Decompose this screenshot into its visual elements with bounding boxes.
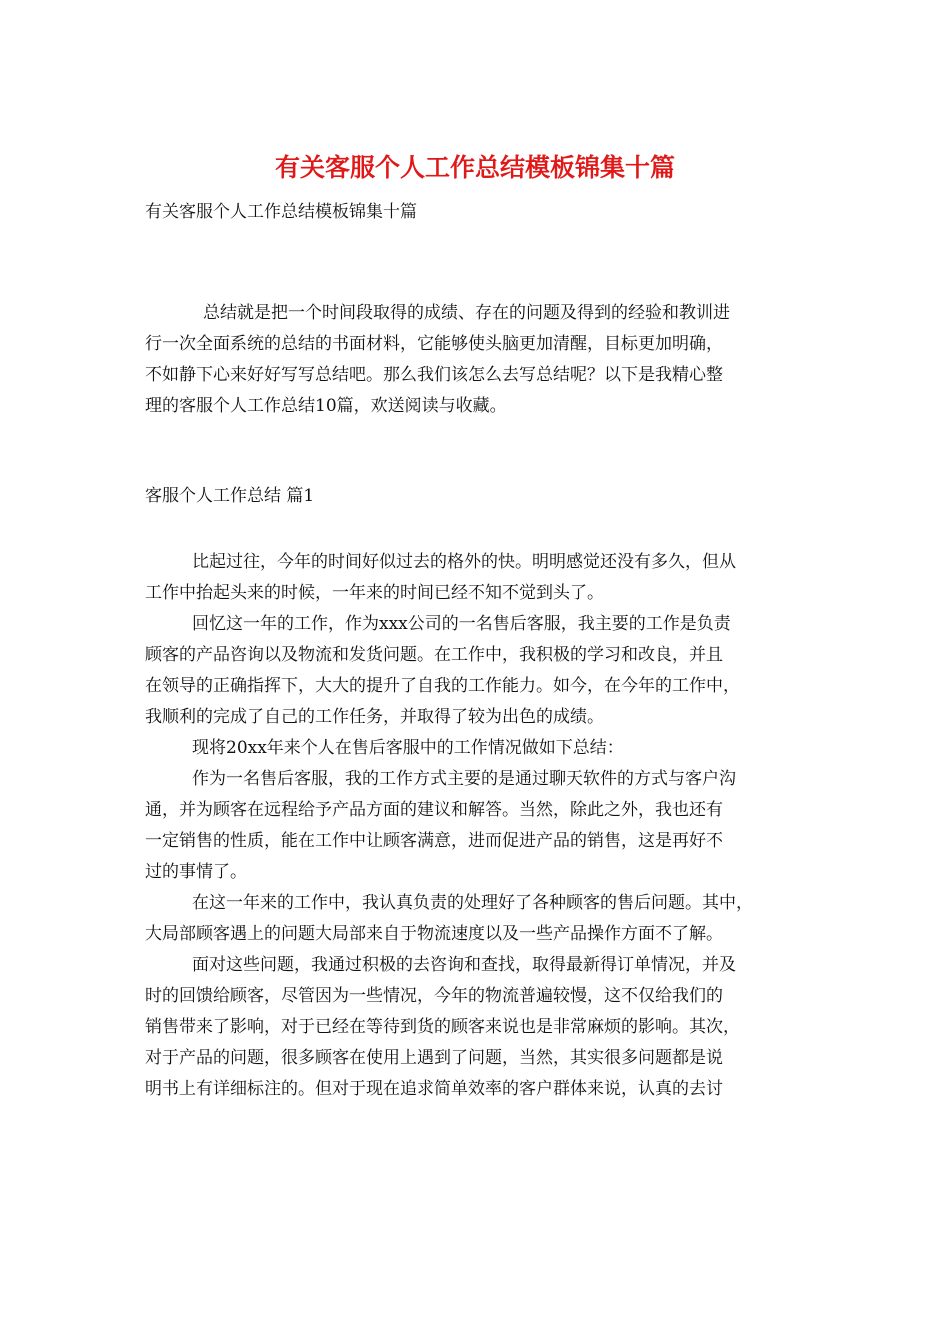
body-line: 通，并为顾客在远程给予产品方面的建议和解答。当然，除此之外，我也还有 [145, 800, 723, 820]
body-line: 大局部顾客遇上的问题大局部来自于物流速度以及一些产品操作方面不了解。 [145, 924, 723, 944]
document-subtitle: 有关客服个人工作总结模板锦集十篇 [145, 202, 417, 222]
body-line: 明书上有详细标注的。但对于现在追求简单效率的客户群体来说，认真的去讨 [145, 1079, 723, 1099]
body-line: 回忆这一年的工作，作为xxx公司的一名售后客服，我主要的工作是负责 [192, 614, 731, 634]
intro-line: 总结就是把一个时间段取得的成绩、存在的问题及得到的经验和教训进 [203, 303, 730, 323]
body-line: 对于产品的问题，很多顾客在使用上遇到了问题，当然，其实很多问题都是说 [145, 1048, 723, 1068]
body-line: 时的回馈给顾客，尽管因为一些情况，今年的物流普遍较慢，这不仅给我们的 [145, 986, 723, 1006]
intro-line: 不如静下心来好好写写总结吧。那么我们该怎么去写总结呢？以下是我精心整 [145, 365, 723, 385]
body-line: 顾客的产品咨询以及物流和发货问题。在工作中，我积极的学习和改良，并且 [145, 645, 723, 665]
intro-line: 理的客服个人工作总结10篇，欢送阅读与收藏。 [145, 396, 507, 416]
intro-paragraph [145, 298, 815, 422]
body-line: 现将20xx年来个人在售后客服中的工作情况做如下总结： [192, 738, 624, 758]
body-line: 作为一名售后客服，我的工作方式主要的是通过聊天软件的方式与客户沟 [192, 769, 736, 789]
body-line: 过的事情了。 [145, 862, 247, 882]
body-line: 在这一年来的工作中，我认真负责的处理好了各种顾客的售后问题。其中， [192, 893, 753, 913]
body-line: 工作中抬起头来的时候，一年来的时间已经不知不觉到头了。 [145, 583, 604, 603]
intro-line: 行一次全面系统的总结的书面材料，它能够使头脑更加清醒，目标更加明确， [145, 334, 723, 354]
document-title: 有关客服个人工作总结模板锦集十篇 [274, 153, 675, 182]
body-line: 面对这些问题，我通过积极的去咨询和查找，取得最新得订单情况，并及 [192, 955, 736, 975]
body-line: 一定销售的性质，能在工作中让顾客满意，进而促进产品的销售，这是再好不 [145, 831, 723, 851]
body-text [145, 547, 815, 1105]
body-line: 我顺利的完成了自己的工作任务，并取得了较为出色的成绩。 [145, 707, 604, 727]
body-line: 比起过往，今年的时间好似过去的格外的快。明明感觉还没有多久，但从 [192, 552, 736, 572]
body-line: 在领导的正确指挥下，大大的提升了自我的工作能力。如今，在今年的工作中， [145, 676, 740, 696]
section-heading: 客服个人工作总结 篇1 [145, 486, 315, 506]
body-line: 销售带来了影响，对于已经在等待到货的顾客来说也是非常麻烦的影响。其次， [145, 1017, 740, 1037]
